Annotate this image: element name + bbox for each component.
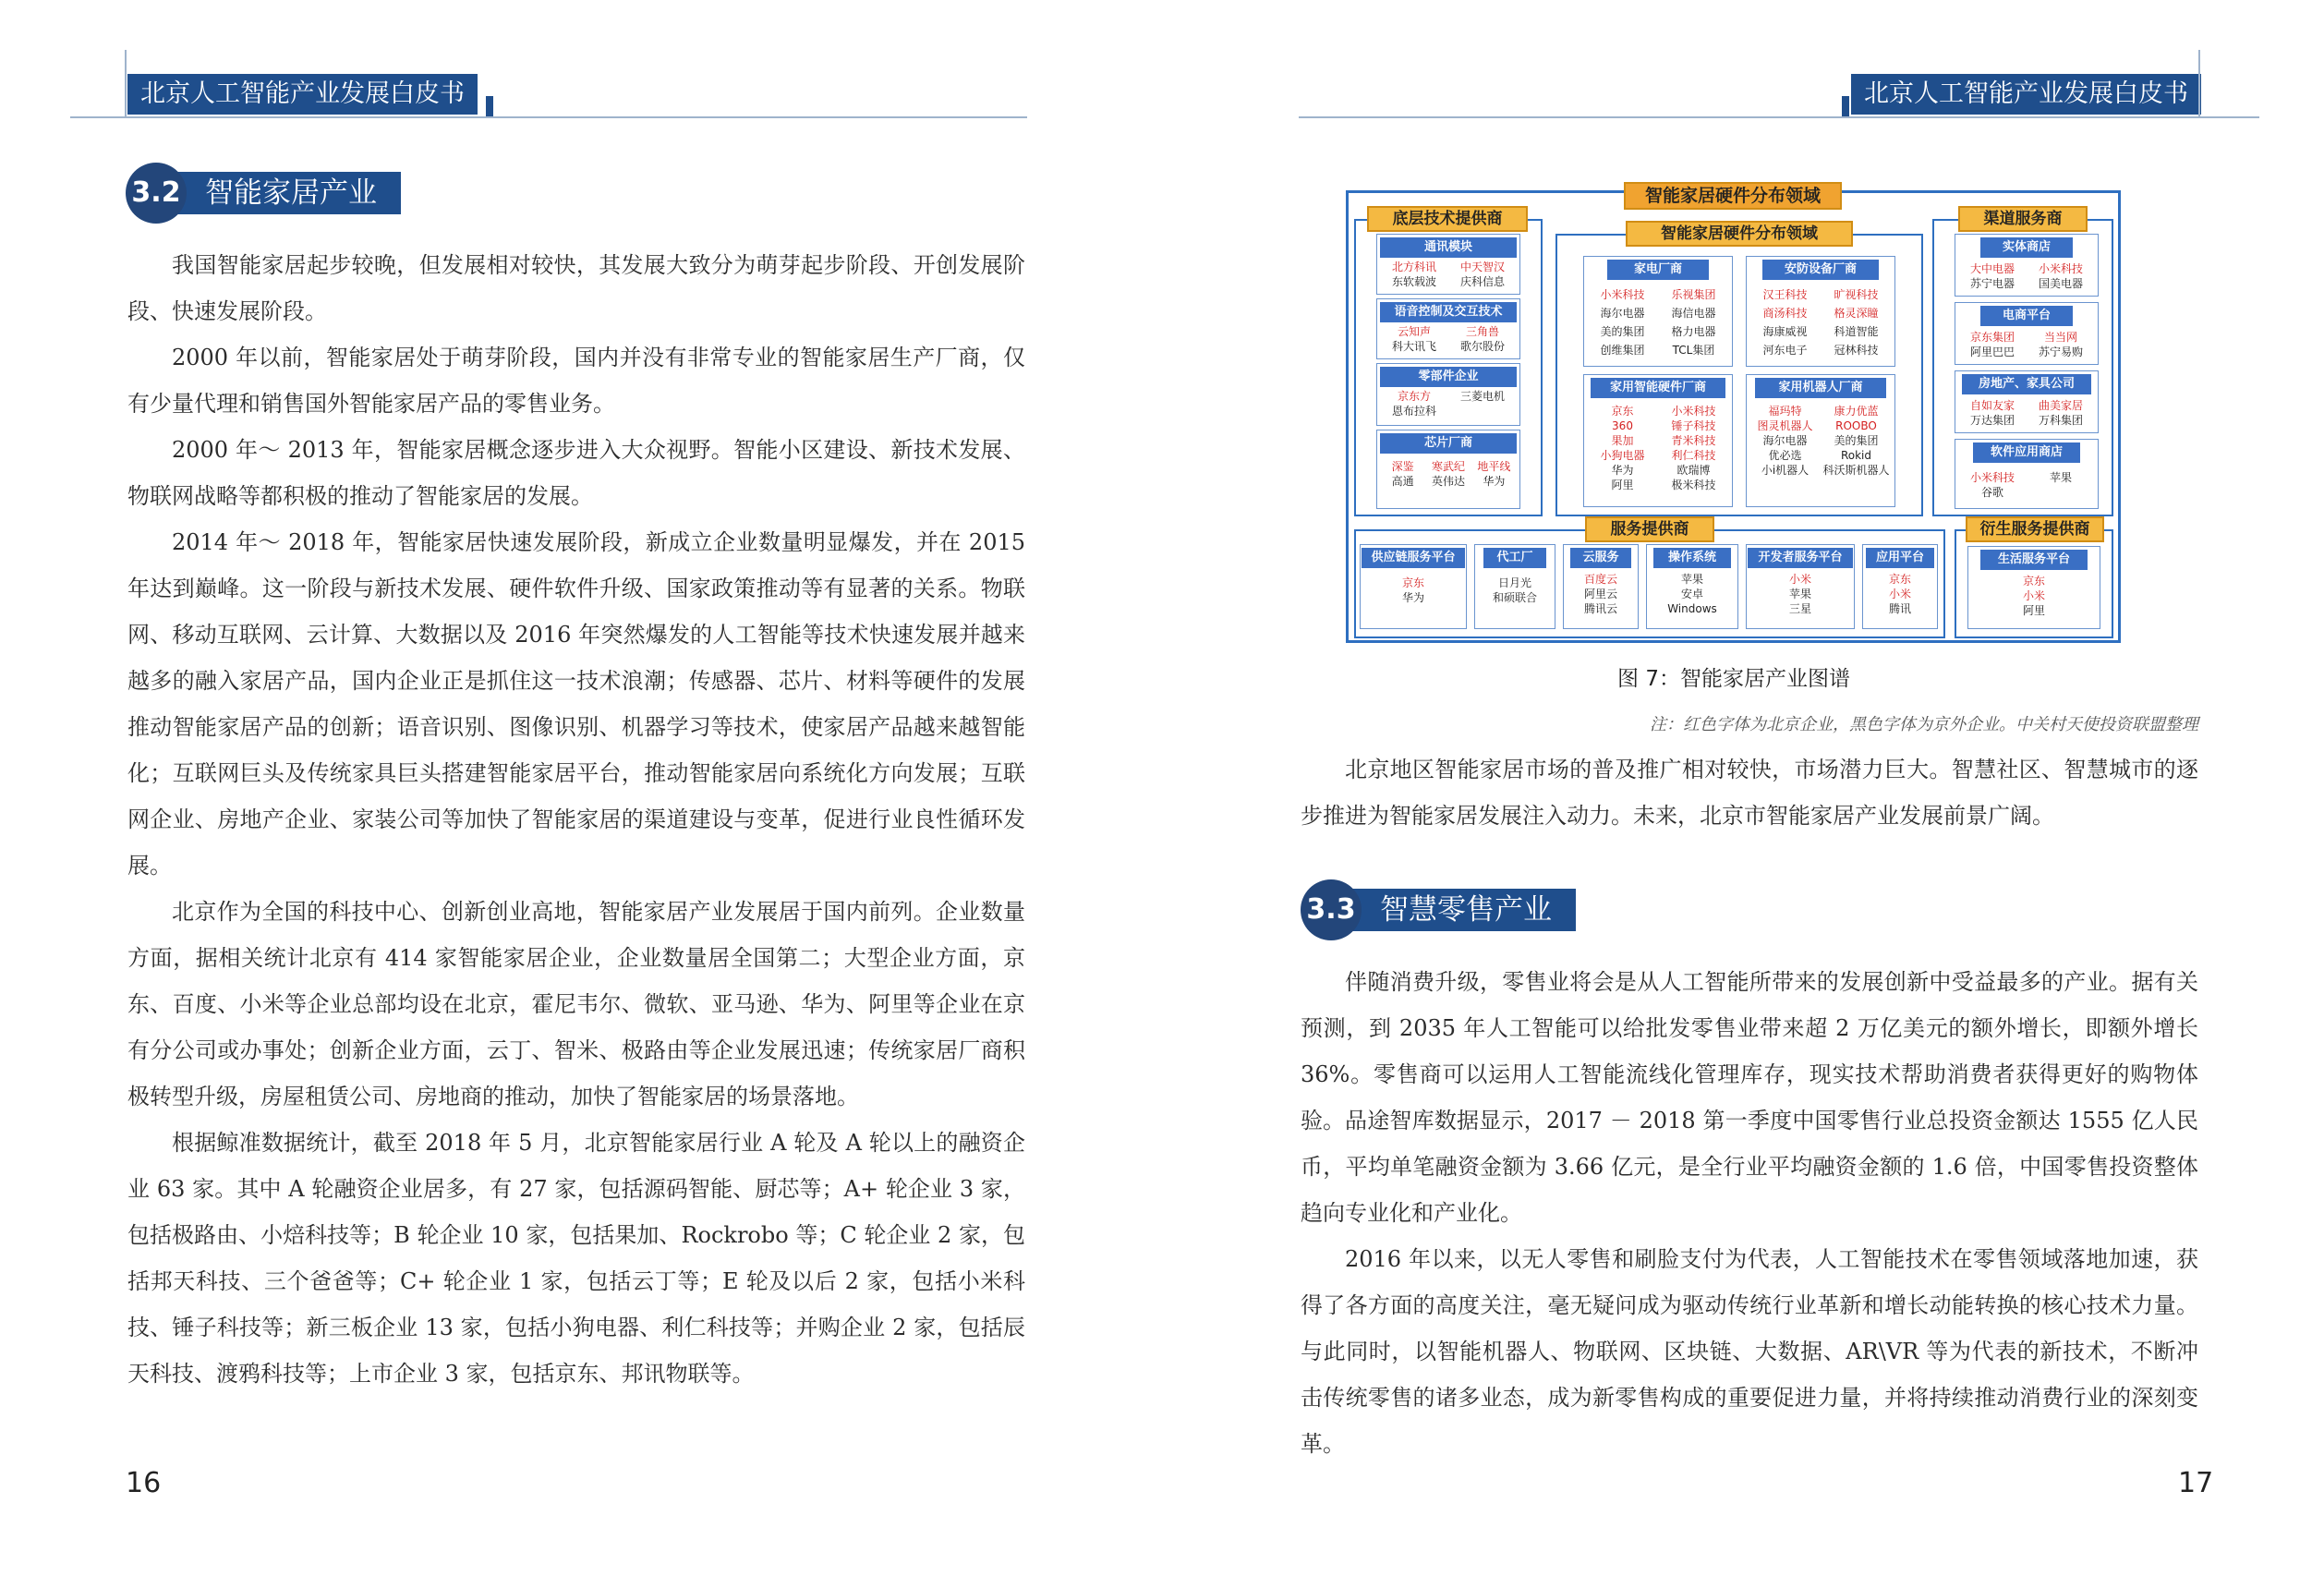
company-name: 华为 <box>1483 475 1506 488</box>
paragraph: 2000 年以前，智能家居处于萌芽阶段，国内并没有非常专业的智能家居生产厂商，仅有少量代理和销售国外智能家居产品的零售业务。 <box>127 345 1025 417</box>
figure-caption: 图 7：智能家居产业图谱 <box>1617 667 1850 691</box>
paragraph: 2016 年以来，以无人零售和刷脸支付为代表，人工智能技术在零售领域落地加速，获得了各方面的高度关注，毫无疑问成为驱动传统行业革新和增长动能转换的核心技术力量。与此同时，以智能机器人、物联网、区块链、大数据、AR\VR 等为代表的新技术，不断冲击传统零售的诸多业态，成为新零售构成的重要促进力量，并将持续推动消费行业的深刻变革。 <box>1301 1246 2198 1457</box>
header-vertical-rule <box>2198 50 2200 116</box>
header-rule <box>70 116 1027 118</box>
company-name: 大中电器 <box>1969 262 2015 275</box>
company-name: 京东方 <box>1397 390 1431 403</box>
company-name: 中天智汉 <box>1459 261 1505 273</box>
group-title: 操作系统 <box>1653 548 1731 568</box>
company-list <box>1380 324 1517 354</box>
company-name: 高通 <box>1391 475 1414 488</box>
company-name: 青米科技 <box>1671 434 1716 447</box>
company-name: 科沃斯机器人 <box>1822 464 1890 477</box>
company-name: 苹果 <box>1788 588 1811 600</box>
company-name: 阿里云 <box>1583 588 1617 600</box>
company-name: 腾讯云 <box>1583 602 1617 615</box>
group-title: 应用平台 <box>1866 548 1934 568</box>
group-title: 房地产、家具公司 <box>1962 374 2091 394</box>
company-name: 小米 <box>2022 589 2045 602</box>
group-title: 零部件企业 <box>1380 367 1517 387</box>
company-name: 庆科信息 <box>1459 275 1505 288</box>
company-name: 格力电器 <box>1671 325 1716 338</box>
company-name: 阿里 <box>1611 479 1634 491</box>
company-name: 创维集团 <box>1600 344 1645 357</box>
company-name: 恩布拉科 <box>1391 405 1436 418</box>
company-list <box>1380 260 1517 289</box>
panel-title: 底层技术提供商 <box>1367 206 1528 232</box>
company-name: 东软载波 <box>1391 275 1436 288</box>
company-name: 优必选 <box>1768 449 1802 462</box>
group-title: 通讯模块 <box>1380 237 1517 258</box>
company-name: 河东电子 <box>1762 344 1808 357</box>
company-name: 小米科技 <box>1969 471 2015 484</box>
company-name: 三菱电机 <box>1459 390 1505 403</box>
company-list <box>1749 404 1892 478</box>
company-name: 冠林科技 <box>1834 344 1879 357</box>
company-name: 海信电器 <box>1671 307 1716 320</box>
company-name: 360 <box>1612 419 1633 432</box>
company-list <box>1380 459 1517 489</box>
group-title: 软件应用商店 <box>1973 442 2080 463</box>
group-title: 生活服务平台 <box>1980 550 2088 570</box>
company-name: 谷歌 <box>1980 486 2003 499</box>
page-number: 17 <box>2178 1467 2214 1499</box>
group-title: 云服务 <box>1570 548 1631 568</box>
group-title: 实体商店 <box>1980 237 2073 258</box>
company-name: 云知声 <box>1397 325 1431 338</box>
group-title: 语音控制及交互技术 <box>1380 302 1517 322</box>
paragraph: 2014 年～ 2018 年，智能家居快速发展阶段，新成立企业数量明显爆发，并在 2015 年达到巅峰。这一阶段与新技术发展、硬件软件升级、国家政策推动等有显著的关系。物联网、移动互联网、云计算、大数据以及 2016 年突然爆发的人工智能等技术快速发展并越来越多的融入家居产品，国内企业正是抓住这一技术浪潮；传感器、芯片、材料等硬件的发展推动智能家居产品的创新；语音识别、图像识别、机器学习等技术，使家居产品越来越智能化；互联网巨头及传统家具巨头搭建智能家居平台，推动智能家居向系统化方向发展；互联网企业、房地产企业、家装公司等加快了智能家居的渠道建设与变革，促进行业良性循环发展。 <box>127 529 1025 879</box>
panel-title: 智能家居硬件分布领域 <box>1626 221 1853 247</box>
page-number: 16 <box>126 1467 162 1499</box>
company-name: 京东 <box>1611 405 1634 418</box>
paragraph: 根据鲸准数据统计，截至 2018 年 5 月，北京智能家居行业 A 轮及 A 轮以上的融资企业 63 家。其中 A 轮融资企业居多，有 27 家，包括源码智能、厨芯等；A+ 轮企业 3 家，包括极路由、小焙科技等；B 轮企业 10 家，包括果加、Rockrobo 等；C 轮企业 2 家，包括邦天科技、三个爸爸等；C+ 轮企业 1 家，包括云丁等；E 轮及以后 2 家，包括小米科技、锤子科技等；新三板企业 13 家，包括小狗电器、利仁科技等；并购企业 2 家，包括辰天科技、渡鸦科技等；上市企业 3 家，包括京东、邦讯物联等。 <box>127 1130 1025 1387</box>
company-name: 日月光 <box>1497 576 1531 589</box>
company-list <box>1958 470 2095 500</box>
group-title: 安防设备厂商 <box>1762 260 1879 280</box>
header-title: 北京人工智能产业发展白皮书 <box>127 74 478 115</box>
paragraph: 2000 年～ 2013 年，智能家居概念逐步进入大众视野。智能小区建设、新技术发展、物联网战略等都积极的推动了智能家居的发展。 <box>127 437 1025 509</box>
company-name: 三星 <box>1788 602 1811 615</box>
company-name: 北方科讯 <box>1391 261 1436 273</box>
company-name: 苏宁易购 <box>2038 345 2083 358</box>
figure-main-title: 智能家居硬件分布领域 <box>1624 182 1842 210</box>
panel-title: 衍生服务提供商 <box>1966 516 2104 542</box>
header-rule <box>1299 116 2259 118</box>
company-name: 旷视科技 <box>1834 288 1879 301</box>
group-title: 供应链服务平台 <box>1362 548 1465 568</box>
paragraph: 北京地区智能家居市场的普及推广相对较快，市场潜力巨大。智慧社区、智慧城市的逐步推进为智能家居发展注入动力。未来，北京市智能家居产业发展前景广阔。 <box>1301 757 2198 829</box>
company-name: 安卓 <box>1680 588 1703 600</box>
company-name: ROOBO <box>1835 419 1877 432</box>
company-list <box>1476 576 1554 605</box>
figure-note: 注：红色字体为北京企业，黑色字体为京外企业。中关村天使投资联盟整理 <box>1650 715 2198 734</box>
company-name: 京东 <box>1888 573 1911 586</box>
company-name: 小米科技 <box>2038 262 2083 275</box>
company-name: 百度云 <box>1583 573 1617 586</box>
company-name: 海康威视 <box>1762 325 1808 338</box>
group-title: 芯片厂商 <box>1380 433 1517 454</box>
company-name: 阿里巴巴 <box>1969 345 2015 358</box>
company-name: 欧瑞博 <box>1676 464 1711 477</box>
company-name: 美的集团 <box>1600 325 1645 338</box>
company-list <box>1958 398 2095 428</box>
panel-title: 渠道服务商 <box>1958 206 2088 232</box>
company-name: 乐视集团 <box>1671 288 1716 301</box>
company-name: 寒武纪 <box>1431 460 1465 473</box>
paragraph: 伴随消费升级，零售业将会是从人工智能所带来的发展创新中受益最多的产业。据有关预测，到 2035 年人工智能可以给批发零售业带来超 2 万亿美元的额外增长，即额外增长 36%。零售商可以运用人工智能流线化管理库存，现实技术帮助消费者获得更好的购物体验。 <box>1301 969 2198 1133</box>
company-name: 曲美家居 <box>2038 399 2083 412</box>
company-name: 和硕联合 <box>1492 591 1537 604</box>
company-name: 小i机器人 <box>1761 464 1810 477</box>
company-name: 利仁科技 <box>1671 449 1716 462</box>
group-title: 家用机器人厂商 <box>1755 378 1886 398</box>
company-name: 图灵机器人 <box>1757 419 1813 432</box>
company-list <box>1958 261 2095 291</box>
company-name: 苏宁电器 <box>1969 277 2015 290</box>
company-list <box>1587 285 1729 359</box>
section-title: 智能家居产业 <box>155 172 401 214</box>
group-title: 电商平台 <box>1980 306 2073 326</box>
company-name: TCL集团 <box>1672 344 1715 357</box>
company-list <box>1864 572 1936 616</box>
company-name: 果加 <box>1611 434 1634 447</box>
header-accent <box>486 96 493 116</box>
company-name: 小米科技 <box>1671 405 1716 418</box>
industry-map-figure <box>1346 186 2121 643</box>
header-title: 北京人工智能产业发展白皮书 <box>1851 74 2201 115</box>
company-name: 京东 <box>1401 576 1424 589</box>
company-list <box>1648 572 1737 616</box>
company-list <box>1958 330 2095 359</box>
company-name: 海尔电器 <box>1762 434 1808 447</box>
header-accent <box>1842 96 1849 116</box>
company-name: 英伟达 <box>1431 475 1465 488</box>
section-title: 智慧零售产业 <box>1330 889 1576 931</box>
company-name: 科道智能 <box>1834 325 1879 338</box>
company-name: 小米 <box>1888 588 1911 600</box>
company-name: 当当网 <box>2043 331 2077 344</box>
company-list <box>1748 572 1853 616</box>
company-name: Windows <box>1667 602 1717 615</box>
company-name: 自如友家 <box>1969 399 2015 412</box>
company-list <box>1587 404 1729 492</box>
company-name: 苹果 <box>2049 471 2072 484</box>
company-name: 小狗电器 <box>1600 449 1645 462</box>
group-title: 开发者服务平台 <box>1748 548 1853 568</box>
company-list <box>1749 285 1892 359</box>
company-name: 科大讯飞 <box>1391 340 1436 353</box>
company-name: 福玛特 <box>1768 405 1802 418</box>
group-title: 家电厂商 <box>1607 260 1709 280</box>
company-name: 海尔电器 <box>1600 307 1645 320</box>
company-name: 华为 <box>1611 464 1634 477</box>
header-vertical-rule <box>125 50 127 116</box>
paragraph: 北京作为全国的科技中心、创新创业高地，智能家居产业发展居于国内前列。企业数量方面，据相关统计北京有 414 家智能家居企业，企业数量居全国第二；大型企业方面，京东、百度、小米等企业总部均设在北京，霍尼韦尔、微软、亚马逊、华为、阿里等企业在京有分公司或办事处；创新企业方面，云丁、智米、极路由等企业发展迅速；传统家居厂商积极转型升级，房屋租赁公司、房地商的推动，加快了智能家居的场景落地。 <box>127 899 1025 1109</box>
company-list <box>1380 389 1517 418</box>
company-name: 腾讯 <box>1888 602 1911 615</box>
company-name: 三角兽 <box>1465 325 1499 338</box>
company-name: 深鉴 <box>1391 460 1414 473</box>
company-name: 汉王科技 <box>1762 288 1808 301</box>
group-title: 代工厂 <box>1483 548 1546 568</box>
section-number: 3.3 <box>1301 879 1362 940</box>
company-name: 康力优蓝 <box>1834 405 1879 418</box>
company-name: 地平线 <box>1477 460 1511 473</box>
company-name: 商汤科技 <box>1762 307 1808 320</box>
company-name: 极米科技 <box>1671 479 1716 491</box>
company-list <box>1362 576 1465 605</box>
company-name: 阿里 <box>2022 604 2045 617</box>
company-list <box>1969 574 2099 618</box>
company-name: 小米 <box>1788 573 1811 586</box>
company-name: 歌尔股份 <box>1459 340 1505 353</box>
company-name: 苹果 <box>1680 573 1703 586</box>
panel-title: 服务提供商 <box>1585 516 1714 542</box>
company-name: 美的集团 <box>1834 434 1879 447</box>
company-name: Rokid <box>1840 449 1872 462</box>
paragraph: 我国智能家居起步较晚，但发展相对较快，其发展大致分为萌芽起步阶段、开创发展阶段、快速发展阶段。 <box>127 252 1025 324</box>
company-name: 万科集团 <box>2038 414 2083 427</box>
company-name: 京东 <box>2022 575 2045 588</box>
section-number: 3.2 <box>126 163 187 224</box>
paragraph: 品途智库数据显示，2017 － 2018 第一季度中国零售行业总投资金额达 1555 亿人民币，平均单笔融资金额为 3.66 亿元，是全行业平均融资金额的 1.6 倍，中国零售投资整体趋向专业化和产业化。 <box>1301 1108 2198 1226</box>
company-name: 锤子科技 <box>1671 419 1716 432</box>
company-name: 格灵深瞳 <box>1834 307 1879 320</box>
company-list <box>1565 572 1637 616</box>
group-title: 家用智能硬件厂商 <box>1591 378 1725 398</box>
company-name: 京东集团 <box>1969 331 2015 344</box>
company-name: 小米科技 <box>1600 288 1645 301</box>
company-name: 万达集团 <box>1969 414 2015 427</box>
company-name: 华为 <box>1401 591 1424 604</box>
company-name: 国美电器 <box>2038 277 2083 290</box>
